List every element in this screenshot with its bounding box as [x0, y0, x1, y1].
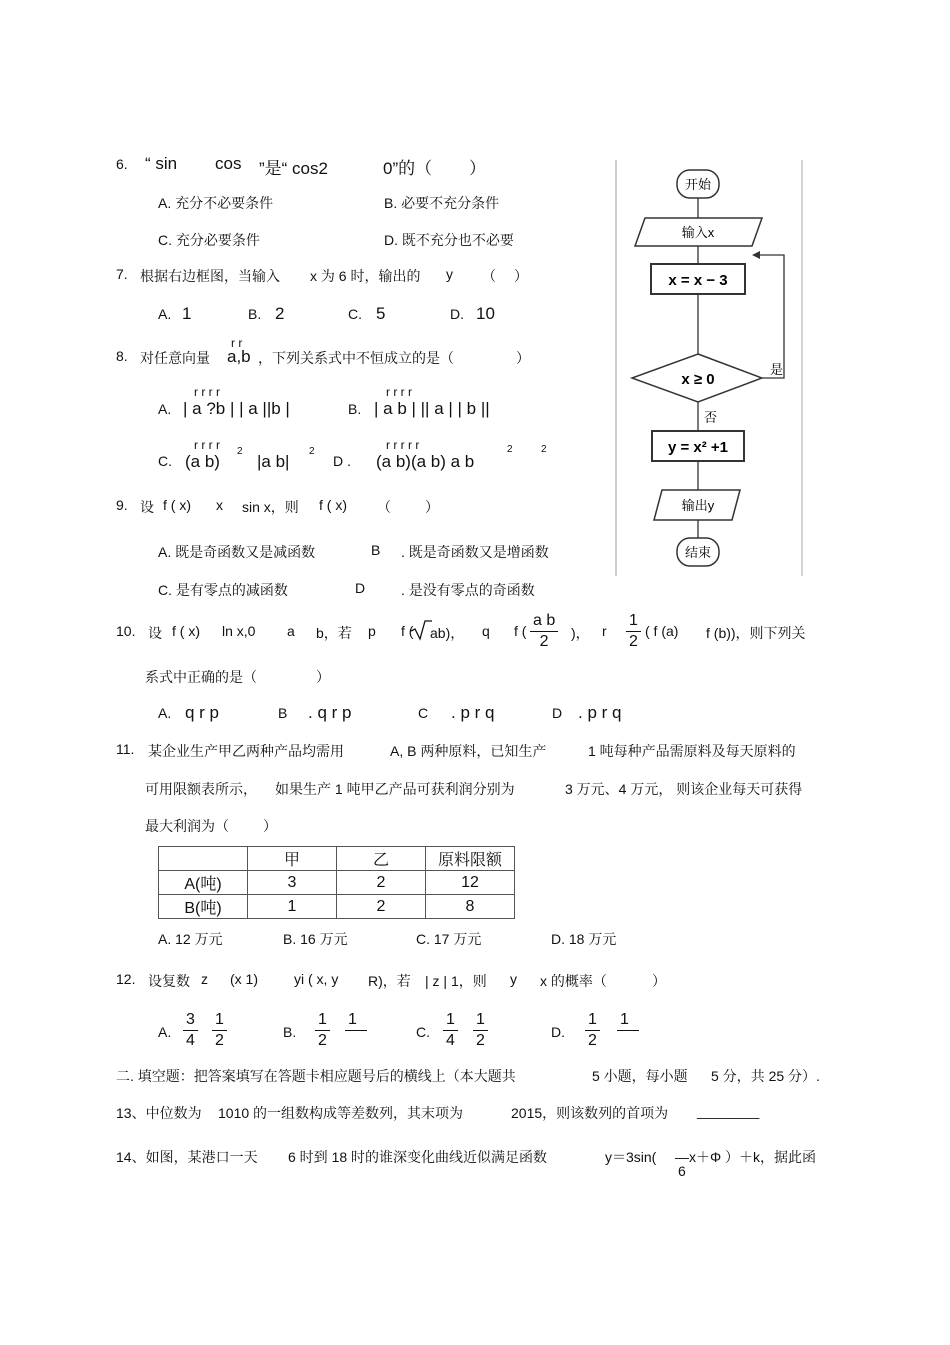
q12-stem-text: R)，若	[368, 973, 411, 989]
q12-stem-text: yi ( x, y	[294, 971, 339, 987]
q10-frac-half-num: 1	[626, 611, 641, 632]
q9-number: 9.	[116, 497, 128, 513]
q8-optC-arrows: r r r r	[194, 438, 220, 452]
q8-optC-left: (a b)	[185, 452, 220, 471]
q7-option: 2	[275, 304, 285, 323]
q10-option: C	[418, 705, 429, 721]
q8-optB-arrows: r r r r	[386, 385, 412, 399]
q10-frac-ab-num: a b	[530, 611, 558, 632]
q10-stem-text: f (	[514, 623, 527, 639]
q11-stem-text: 最大利润为（	[145, 818, 229, 834]
end-label: 结束	[684, 545, 712, 560]
fraction-denominator	[617, 1031, 639, 1051]
q10-option: D	[552, 705, 563, 721]
q12-stem-text: | z | 1，则	[425, 973, 487, 989]
q10-stem-text: ln x,0	[222, 623, 256, 639]
fraction-numerator: 1	[473, 1010, 488, 1031]
q8-stem-lead: 对任意向量	[140, 350, 210, 366]
fraction-numerator: 1	[443, 1010, 458, 1031]
table-header-cell: 原料限额	[426, 847, 515, 871]
q9-option: A. 既是奇函数又是减函数	[158, 544, 316, 560]
materials-table	[158, 846, 515, 919]
q10-frac-half-den: 2	[629, 633, 638, 650]
q11-stem-text: ）	[263, 818, 277, 834]
q9-stem-text: （	[377, 499, 391, 515]
q12-stem-text: ）	[652, 973, 666, 989]
q8-optD: (a b)(a b) a b	[376, 452, 475, 471]
q9-stem-text: x	[216, 497, 223, 513]
fraction-denominator: 2	[588, 1032, 597, 1049]
q11-stem-text: A, B 两种原料，已知生产	[390, 743, 547, 759]
q12-option-label: C.	[416, 1024, 430, 1040]
section2-text: 5 小题，每小题	[592, 1068, 688, 1084]
q7-option: B.	[248, 306, 262, 322]
sqrt-symbol	[410, 619, 432, 641]
q10-stem-text: r	[602, 623, 607, 639]
no-label: 否	[704, 410, 718, 425]
q10-stem-text: b，若	[316, 625, 352, 641]
q9-option: . 既是奇函数又是增函数	[401, 544, 549, 560]
q12-fraction	[617, 1010, 639, 1051]
q12-fraction	[585, 1010, 600, 1051]
q8-optD-sq2: 2	[541, 444, 547, 455]
table-cell: 3	[248, 871, 337, 895]
q8-optB-label: B.	[348, 401, 362, 417]
q8-optA: | a ?b | | a ||b |	[183, 399, 290, 418]
start-label: 开始	[684, 177, 712, 192]
q7-stem-text: （	[482, 268, 496, 284]
table-cell: 8	[426, 895, 515, 919]
q12-number: 12.	[116, 971, 136, 987]
q9-stem-text: f ( x)	[163, 497, 191, 513]
q8-vector-arrows: r r	[231, 336, 243, 350]
q8-number: 8.	[116, 348, 128, 364]
q9-option: D	[355, 580, 366, 596]
q10-frac-half	[626, 611, 641, 652]
q12-fraction	[443, 1010, 458, 1051]
table-header-cell	[159, 847, 248, 871]
q11-number: 11.	[116, 741, 135, 757]
q6-stem-text: “ sin	[145, 154, 178, 173]
q6-stem-text: ）	[469, 159, 486, 178]
loop-arrow	[757, 255, 784, 378]
q12-fraction	[345, 1010, 367, 1051]
table-header-row	[159, 847, 515, 871]
fraction-denominator: 2	[476, 1032, 485, 1049]
q8-optC-right: |a b|	[257, 452, 290, 471]
fraction-denominator: 2	[215, 1032, 224, 1049]
q7-option: C.	[348, 306, 362, 322]
q12-fraction	[315, 1010, 330, 1051]
q10-option: B	[278, 705, 288, 721]
q12-stem-text: y	[510, 971, 517, 987]
q9-option: C. 是有零点的减函数	[158, 582, 288, 598]
table-cell: B(吨)	[159, 895, 248, 919]
q13-text: 1010 的一组数构成等差数列，其末项为	[218, 1105, 464, 1121]
q13-text: 2015，则该数列的首项为	[511, 1105, 669, 1121]
q10-frac-ab-den: 2	[539, 633, 549, 650]
q7-option: 5	[376, 304, 386, 323]
q14-text: 14、如图，某港口一天	[116, 1149, 258, 1165]
q10-stem-text: f (	[401, 623, 414, 639]
q10-stem-text: ( f (a)	[645, 623, 679, 639]
q12-fraction	[183, 1010, 198, 1051]
q8-optC-sq2: 2	[309, 446, 315, 457]
q10-option: q r p	[185, 703, 220, 722]
q10-option: . p r q	[451, 703, 495, 722]
q8-optD-arrows: r r r r r	[386, 438, 420, 452]
q7-option: 10	[476, 304, 495, 323]
q10-stem-text: )，	[571, 625, 590, 641]
q12-stem-text: 设复数	[148, 973, 190, 989]
fraction-numerator: 3	[183, 1010, 198, 1031]
q7-stem-text: x 为 6 时，输出的	[310, 268, 421, 284]
q13-text: 13、中位数为	[116, 1105, 202, 1121]
q10-frac-ab	[530, 611, 558, 652]
q9-stem-text: 设	[140, 499, 154, 515]
q13-text: ________	[697, 1103, 760, 1119]
q7-stem-text: y	[446, 266, 453, 282]
q6-stem-text: cos	[215, 154, 242, 173]
q8-optB: | a b | || a | | b ||	[374, 399, 490, 418]
q6-stem-text: 0”的（	[383, 159, 433, 178]
q11-stem-text: 可用限额表所示，	[145, 781, 257, 797]
q10-line2: 系式中正确的是（	[145, 669, 257, 685]
table-cell: 2	[337, 895, 426, 919]
table-cell: 2	[337, 871, 426, 895]
q10-stem-text: a	[287, 623, 295, 639]
fraction-numerator: 1	[585, 1010, 600, 1031]
section2-text: 二. 填空题：把答案填写在答题卡相应题号后的横线上（本大题共	[116, 1068, 516, 1084]
q12-fraction	[473, 1010, 488, 1051]
q12-stem-text: z	[201, 971, 208, 987]
q8-stem-close: ）	[516, 350, 530, 366]
q10-option: . p r q	[578, 703, 622, 722]
table-row	[159, 871, 515, 895]
compute-label: y = x² +1	[667, 439, 729, 456]
q8-optA-label: A.	[158, 401, 172, 417]
fraction-denominator	[345, 1031, 367, 1051]
fraction-numerator: 1	[345, 1010, 367, 1031]
q11-option: A. 12 万元	[158, 931, 223, 947]
q9-stem-text: sin x，则	[242, 499, 299, 515]
q8-optC-sq1: 2	[237, 446, 243, 457]
q6-option: A. 充分不必要条件	[158, 195, 274, 211]
input-label: 输入x	[681, 225, 715, 240]
q8-stem-rest: ，下列关系式中不恒成立的是（	[258, 350, 454, 366]
q14-denominator: 6	[678, 1163, 686, 1179]
q11-option: B. 16 万元	[283, 931, 348, 947]
output-label: 输出y	[681, 498, 715, 513]
q12-stem-text: (x 1)	[230, 971, 258, 987]
q7-number: 7.	[116, 266, 128, 282]
q7-stem-text: 根据右边框图，当输入	[140, 268, 280, 284]
q10-option: A.	[158, 705, 172, 721]
q14-text: y＝3sin(	[605, 1149, 657, 1165]
q11-stem-text: 某企业生产甲乙两种产品均需用	[148, 743, 344, 759]
yes-label: 是	[770, 362, 784, 377]
q11-stem-text: 1 吨每种产品需原料及每天原料的	[588, 743, 796, 759]
q10-stem-text: 设	[148, 625, 162, 641]
q6-number: 6.	[116, 156, 128, 172]
fraction-numerator: 1	[617, 1010, 639, 1031]
q12-option-label: B.	[283, 1024, 297, 1040]
q11-option: C. 17 万元	[416, 931, 482, 947]
q8-optD-label: D .	[333, 453, 351, 469]
q10-stem-text: q	[482, 623, 490, 639]
q8-optA-arrows: r r r r	[194, 385, 220, 399]
section2-text: 5 分，共 25 分）.	[711, 1068, 820, 1084]
q10-stem-text: f ( x)	[172, 623, 200, 639]
q6-option: B. 必要不充分条件	[384, 195, 500, 211]
fraction-denominator: 4	[186, 1032, 195, 1049]
q9-stem-text: ）	[425, 499, 439, 515]
table-cell: 12	[426, 871, 515, 895]
q12-fraction	[212, 1010, 227, 1051]
q14-text: —x＋Φ ）＋k，据此函	[675, 1149, 817, 1165]
q12-stem-text: x 的概率（	[540, 973, 607, 989]
q8-optC-label: C.	[158, 453, 172, 469]
q10-number: 10.	[116, 623, 136, 639]
q11-stem-text: 3 万元、4 万元， 则该企业每天可获得	[565, 781, 803, 797]
flowchart	[612, 158, 807, 578]
q9-option: B	[371, 542, 381, 558]
condition-label: x ≥ 0	[681, 371, 715, 388]
table-cell: A(吨)	[159, 871, 248, 895]
q10-option: . q r p	[308, 703, 352, 722]
q6-stem-text: ”是“ cos2	[259, 159, 328, 178]
q10-line2-close: ）	[316, 669, 330, 685]
q9-stem-text: f ( x)	[319, 497, 347, 513]
fraction-denominator: 4	[446, 1032, 455, 1049]
table-header-cell: 乙	[337, 847, 426, 871]
q7-option: 1	[182, 304, 192, 323]
fraction-denominator: 2	[318, 1032, 327, 1049]
q11-option: D. 18 万元	[551, 931, 617, 947]
assign-label: x = x − 3	[668, 272, 728, 289]
table-cell: 1	[248, 895, 337, 919]
q8-vectors: a,b	[227, 347, 251, 366]
q6-option: D. 既不充分也不必要	[384, 232, 514, 248]
table-header-cell: 甲	[248, 847, 337, 871]
table-row	[159, 895, 515, 919]
q10-stem-text: p	[368, 623, 376, 639]
q8-optD-sq1: 2	[507, 444, 513, 455]
q11-stem-text: 如果生产 1 吨甲乙产品可获利润分别为	[275, 781, 515, 797]
q6-option: C. 充分必要条件	[158, 232, 260, 248]
q12-option-label: D.	[551, 1024, 565, 1040]
q7-option: D.	[450, 306, 464, 322]
q10-stem-text: f (b))，则下列关	[706, 625, 806, 641]
q9-option: . 是没有零点的奇函数	[401, 582, 535, 598]
q7-stem-text: ）	[514, 268, 528, 284]
fraction-numerator: 1	[212, 1010, 227, 1031]
q7-option: A.	[158, 306, 172, 322]
fraction-numerator: 1	[315, 1010, 330, 1031]
q10-stem-text: ab)，	[430, 625, 465, 641]
q14-text: 6 时到 18 时的谁深变化曲线近似满足函数	[288, 1149, 548, 1165]
q12-option-label: A.	[158, 1024, 172, 1040]
